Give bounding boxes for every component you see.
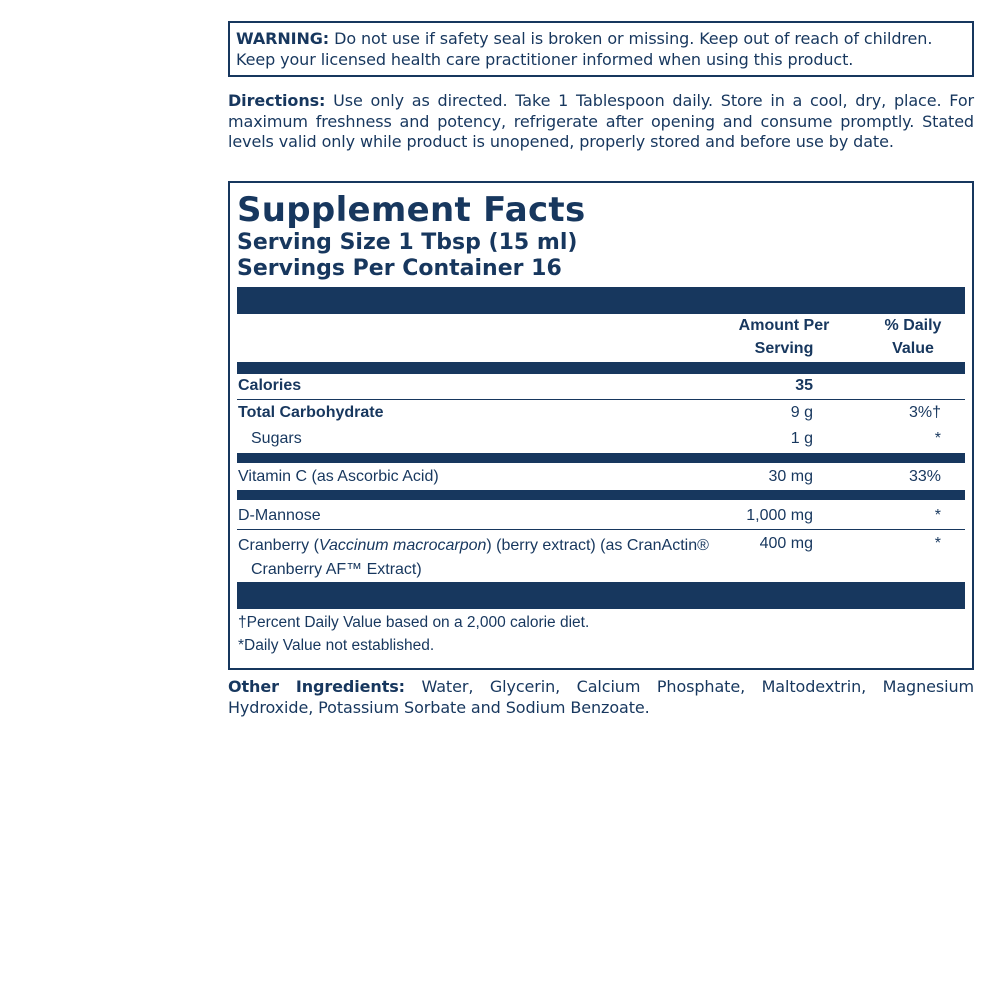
other-ingredients-block: [228, 677, 974, 718]
nutrient-dv: *: [934, 507, 941, 524]
amount-header-line2: Serving: [754, 340, 814, 357]
servings-per-container: Servings Per Container 16: [237, 256, 562, 281]
cranberry-name-part1: Cranberry (: [238, 537, 319, 554]
nutrient-amount: 1 g: [790, 430, 813, 447]
nutrient-name: Sugars: [251, 430, 302, 447]
nutrient-dv: 3%†: [908, 404, 941, 421]
nutrient-amount: 9 g: [790, 404, 813, 421]
dv-header-line1: % Daily: [884, 317, 942, 334]
facts-title: Supplement Facts: [237, 190, 586, 230]
serving-size: Serving Size 1 Tbsp (15 ml): [237, 230, 578, 255]
footnote-daily-value: †Percent Daily Value based on a 2,000 calorie diet.: [238, 614, 590, 631]
directions-text: Use only as directed. Take 1 Tablespoon daily. Store in a cool, dry, place. For maximum freshness and potency, refrigerate after opening and consume promptly. Stated levels valid only while product is unopened, properly stored and before use by date.: [228, 91, 974, 151]
warning-box: [228, 21, 974, 77]
nutrient-row-d-mannose: [237, 500, 965, 529]
cranberry-name-part2: ) (berry extract) (as CranActin®: [486, 537, 709, 554]
nutrient-amount: 400 mg: [759, 535, 813, 552]
cranberry-name-line2: Cranberry AF™ Extract): [251, 561, 422, 578]
other-ingredients-text: Water, Glycerin, Calcium Phosphate, Maltodextrin, Magnesium Hydroxide, Potassium Sorbate and Sodium Benzoate.: [228, 677, 974, 717]
supplement-facts-panel: [228, 181, 974, 670]
nutrient-name: Vitamin C (as Ascorbic Acid): [238, 468, 439, 485]
warning-label: WARNING:: [236, 29, 330, 48]
nutrient-amount: 35: [795, 377, 813, 394]
nutrient-row-calories: [237, 374, 965, 399]
nutrient-dv: *: [934, 535, 941, 552]
nutrient-amount: 30 mg: [768, 468, 813, 485]
nutrient-row-sugars: [237, 426, 965, 453]
amount-per-serving-header: [731, 314, 837, 360]
divider-bar-header: [237, 362, 965, 374]
divider-bar-vitamins: [237, 453, 965, 463]
nutrient-dv: *: [934, 430, 941, 447]
divider-bar-top: [237, 287, 965, 314]
nutrient-dv: 33%: [908, 468, 941, 485]
nutrient-row-total-carbohydrate: [237, 400, 965, 426]
column-header: [237, 314, 965, 362]
daily-value-header: [869, 314, 957, 360]
divider-bar-ingredients: [237, 490, 965, 500]
dv-header-line2: Value: [892, 340, 934, 357]
nutrient-amount: 1,000 mg: [746, 507, 813, 524]
directions-block: [228, 91, 974, 153]
directions-label: Directions:: [228, 91, 326, 110]
nutrient-name: [238, 534, 709, 582]
divider-bar-bottom: [237, 582, 965, 609]
amount-header-line1: Amount Per: [738, 317, 830, 334]
nutrient-row-cranberry: [237, 530, 965, 582]
nutrient-name: Total Carbohydrate: [238, 404, 384, 421]
nutrient-name: Calories: [238, 377, 302, 394]
footnote-not-established: *Daily Value not established.: [238, 637, 435, 654]
warning-text: Do not use if safety seal is broken or missing. Keep out of reach of children. Keep your licensed health care practitioner informed when using this product.: [236, 29, 933, 69]
nutrient-name: D-Mannose: [238, 507, 321, 524]
other-ingredients-label: Other Ingredients:: [228, 677, 405, 696]
nutrient-row-vitamin-c: [237, 463, 965, 490]
cranberry-latin-name: Vaccinum macrocarpon: [318, 537, 487, 554]
